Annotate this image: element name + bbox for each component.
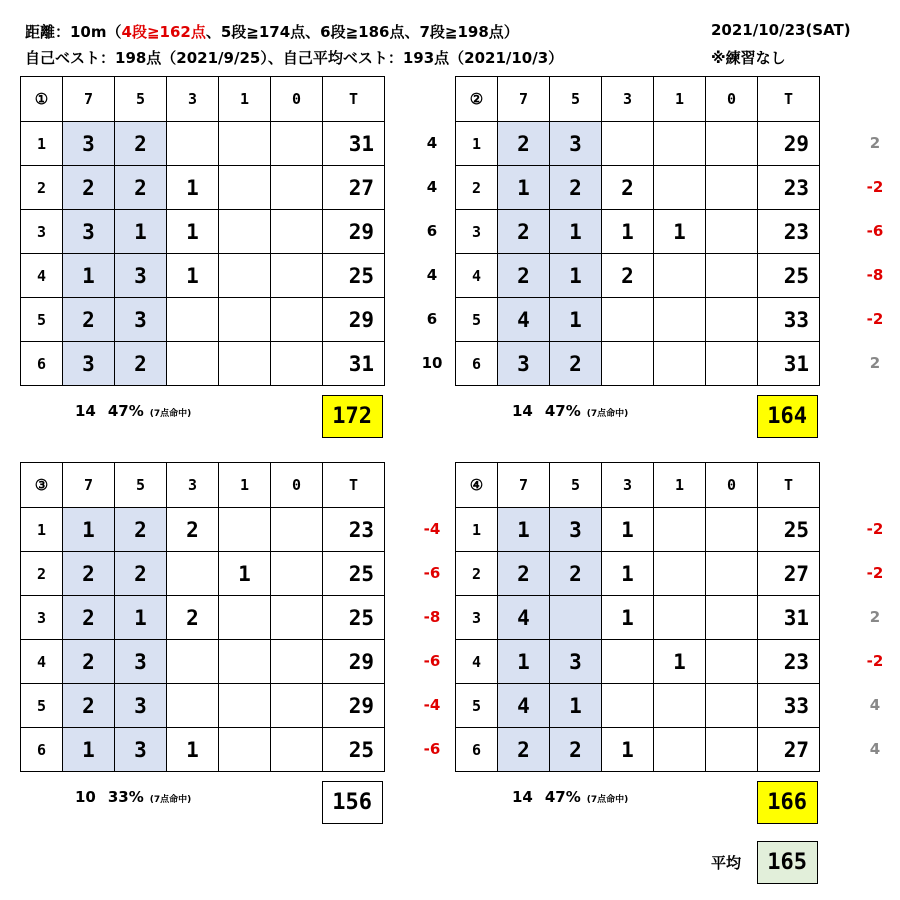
table-row [21,684,385,728]
end-number: 3 [456,210,498,254]
score-count-cell [271,122,323,166]
hit-count: 14 [512,402,533,420]
table-row [21,298,385,342]
end-number: 4 [21,640,63,684]
score-count-cell [167,122,219,166]
table-row [456,596,820,640]
end-number: 2 [21,166,63,210]
score-count-cell [706,640,758,684]
score-count-cell: 1 [115,210,167,254]
score-table [455,462,820,772]
end-total: 25 [323,728,385,772]
end-total: 23 [758,166,820,210]
hit-note: (7点命中) [586,795,629,805]
column-header: 0 [271,77,323,122]
hit-summary [512,402,628,420]
hit-count: 10 [75,788,96,806]
column-header: 3 [602,463,654,508]
score-count-cell [706,210,758,254]
score-count-cell [271,596,323,640]
end-total: 29 [758,122,820,166]
end-total: 23 [758,210,820,254]
column-header: T [323,77,385,122]
round-label: ④ [456,463,498,508]
score-count-cell [219,728,271,772]
table-row [21,640,385,684]
column-header: 7 [498,77,550,122]
score-count-cell: 1 [167,166,219,210]
end-total: 29 [323,298,385,342]
end-number: 5 [21,684,63,728]
score-diff: 2 [869,608,881,626]
score-diff: -6 [866,222,884,240]
score-count-cell: 3 [115,254,167,298]
score-count-cell [654,298,706,342]
score-count-cell [550,596,602,640]
score-count-cell [219,342,271,386]
end-total: 33 [758,298,820,342]
score-diff: -8 [866,266,884,284]
score-count-cell: 3 [550,640,602,684]
end-total: 25 [323,552,385,596]
end-total: 25 [323,254,385,298]
score-count-cell: 2 [602,166,654,210]
score-count-cell: 2 [550,342,602,386]
end-number: 1 [456,122,498,166]
average-label: 平均 [711,854,742,872]
score-count-cell: 1 [167,728,219,772]
score-count-cell [219,122,271,166]
distance-header [25,21,519,42]
score-count-cell [706,684,758,728]
score-count-cell: 1 [602,596,654,640]
score-count-cell [167,298,219,342]
table-header-row [21,77,385,122]
score-count-cell: 2 [63,596,115,640]
end-total: 29 [323,640,385,684]
score-count-cell [219,210,271,254]
score-count-cell [219,596,271,640]
score-count-cell [167,640,219,684]
score-count-cell [706,728,758,772]
end-number: 1 [21,508,63,552]
score-count-cell: 3 [550,122,602,166]
score-count-cell [654,596,706,640]
score-diff: 2 [869,134,881,152]
score-count-cell [219,298,271,342]
score-count-cell [271,552,323,596]
end-total: 31 [323,122,385,166]
score-count-cell: 2 [167,596,219,640]
table-row [21,254,385,298]
table-row [456,342,820,386]
column-header: T [323,463,385,508]
score-count-cell: 1 [63,508,115,552]
score-table [455,76,820,386]
score-diff: 6 [426,310,438,328]
score-count-cell: 2 [550,728,602,772]
score-count-cell [271,298,323,342]
score-count-cell: 1 [550,210,602,254]
column-header: 5 [115,463,167,508]
column-header: 1 [654,77,706,122]
score-count-cell [271,728,323,772]
score-count-cell [167,342,219,386]
hit-note: (7点命中) [586,409,629,419]
score-count-cell: 1 [63,254,115,298]
score-count-cell: 3 [63,210,115,254]
table-row [456,210,820,254]
score-diff: -6 [423,564,441,582]
end-number: 4 [456,640,498,684]
score-count-cell: 1 [654,640,706,684]
column-header: 7 [498,463,550,508]
score-count-cell [654,342,706,386]
score-diff: 4 [869,696,881,714]
score-count-cell [167,552,219,596]
column-header: 3 [602,77,654,122]
hit-percent: 47% [544,402,581,420]
score-count-cell: 2 [63,166,115,210]
score-count-cell [706,552,758,596]
score-count-cell: 1 [602,508,654,552]
score-count-cell: 1 [167,254,219,298]
end-number: 3 [456,596,498,640]
score-count-cell: 2 [550,166,602,210]
score-count-cell: 3 [115,684,167,728]
table-row [21,596,385,640]
score-count-cell: 1 [602,552,654,596]
score-count-cell: 2 [498,122,550,166]
score-count-cell: 3 [498,342,550,386]
table-header-row [456,77,820,122]
end-number: 2 [21,552,63,596]
score-count-cell: 2 [63,552,115,596]
table-row [21,508,385,552]
table-row [21,210,385,254]
hit-summary [75,402,191,420]
end-number: 5 [456,298,498,342]
session-date: 2021/10/23(SAT) [711,21,851,39]
hit-count: 14 [75,402,96,420]
round-total: 172 [322,395,383,438]
score-count-cell [271,166,323,210]
column-header: 1 [654,463,706,508]
score-count-cell [219,640,271,684]
practice-note: ※練習なし [711,49,786,67]
end-total: 29 [323,210,385,254]
score-count-cell: 2 [498,210,550,254]
distance-suffix: 、5段≧174点、6段≧186点、7段≧198点） [205,23,519,41]
end-total: 29 [323,684,385,728]
score-count-cell [706,342,758,386]
score-count-cell: 1 [498,166,550,210]
end-total: 31 [758,342,820,386]
end-total: 27 [758,552,820,596]
end-number: 1 [456,508,498,552]
table-header-row [21,463,385,508]
score-diff: 4 [426,266,438,284]
column-header: T [758,463,820,508]
end-number: 3 [21,596,63,640]
end-number: 6 [456,728,498,772]
score-count-cell [602,298,654,342]
hit-note: (7点命中) [149,409,192,419]
score-count-cell: 3 [63,122,115,166]
score-count-cell: 1 [63,728,115,772]
score-diff: 2 [869,354,881,372]
hit-summary [75,788,191,806]
score-count-cell [271,508,323,552]
hit-count: 14 [512,788,533,806]
column-header: 3 [167,463,219,508]
table-row [21,166,385,210]
score-count-cell [602,640,654,684]
score-count-cell: 1 [550,298,602,342]
column-header: 0 [706,77,758,122]
table-row [456,728,820,772]
end-number: 6 [21,342,63,386]
column-header: 7 [63,77,115,122]
column-header: 3 [167,77,219,122]
end-total: 23 [323,508,385,552]
end-number: 5 [456,684,498,728]
column-header: 5 [550,463,602,508]
score-count-cell [602,684,654,728]
score-count-cell: 1 [115,596,167,640]
end-total: 33 [758,684,820,728]
score-table [20,76,385,386]
score-count-cell [654,166,706,210]
table-row [456,166,820,210]
score-count-cell: 4 [498,596,550,640]
score-count-cell: 1 [602,728,654,772]
round-total: 166 [757,781,818,824]
column-header: 5 [550,77,602,122]
end-total: 27 [323,166,385,210]
table-row [456,298,820,342]
score-count-cell: 2 [498,552,550,596]
score-count-cell [271,342,323,386]
end-number: 3 [21,210,63,254]
score-count-cell: 3 [550,508,602,552]
end-total: 31 [758,596,820,640]
score-count-cell [219,254,271,298]
end-total: 25 [323,596,385,640]
score-count-cell [706,508,758,552]
round-label: ③ [21,463,63,508]
score-count-cell [654,552,706,596]
column-header: 1 [219,77,271,122]
score-diff: -2 [866,564,884,582]
score-count-cell [219,508,271,552]
score-count-cell: 1 [167,210,219,254]
score-count-cell: 3 [115,298,167,342]
personal-best-line: 自己ベスト：198点（2021/9/25）、自己平均ベスト：193点（2021/10/3） [25,49,564,67]
hit-note: (7点命中) [149,795,192,805]
table-row [456,640,820,684]
score-count-cell [271,640,323,684]
score-count-cell: 1 [498,640,550,684]
column-header: 7 [63,463,115,508]
score-count-cell: 2 [498,728,550,772]
score-count-cell: 2 [115,342,167,386]
end-total: 25 [758,508,820,552]
end-number: 6 [456,342,498,386]
score-diff: -6 [423,652,441,670]
table-row [21,122,385,166]
end-number: 4 [21,254,63,298]
table-row [456,254,820,298]
hit-percent: 47% [544,788,581,806]
score-diff: -2 [866,652,884,670]
table-row [456,508,820,552]
score-diff: -4 [423,520,441,538]
score-diff: -2 [866,520,884,538]
score-diff: -4 [423,696,441,714]
end-total: 27 [758,728,820,772]
table-row [21,728,385,772]
score-count-cell: 2 [550,552,602,596]
score-count-cell: 1 [602,210,654,254]
score-count-cell [706,254,758,298]
round-total: 156 [322,781,383,824]
end-number: 4 [456,254,498,298]
score-diff: 4 [869,740,881,758]
score-count-cell: 2 [115,122,167,166]
score-diff: -2 [866,178,884,196]
end-number: 2 [456,166,498,210]
score-count-cell: 1 [550,684,602,728]
score-count-cell: 4 [498,684,550,728]
end-number: 2 [456,552,498,596]
score-count-cell [706,166,758,210]
score-count-cell [167,684,219,728]
column-header: 1 [219,463,271,508]
score-count-cell [219,166,271,210]
column-header: T [758,77,820,122]
score-count-cell: 2 [115,166,167,210]
score-diff: -6 [423,740,441,758]
score-count-cell: 2 [115,552,167,596]
score-count-cell: 2 [498,254,550,298]
table-row [21,342,385,386]
score-count-cell: 2 [63,298,115,342]
score-count-cell: 2 [602,254,654,298]
column-header: 0 [271,463,323,508]
score-diff: 4 [426,178,438,196]
end-total: 23 [758,640,820,684]
score-count-cell [271,684,323,728]
score-count-cell [271,254,323,298]
score-count-cell: 3 [115,640,167,684]
score-count-cell: 4 [498,298,550,342]
score-count-cell [271,210,323,254]
score-count-cell: 1 [550,254,602,298]
round-total: 164 [757,395,818,438]
score-count-cell: 2 [63,640,115,684]
score-count-cell [219,684,271,728]
end-number: 1 [21,122,63,166]
score-count-cell [706,596,758,640]
score-count-cell: 3 [63,342,115,386]
round-label: ② [456,77,498,122]
score-count-cell [602,122,654,166]
score-count-cell [654,508,706,552]
score-count-cell: 1 [498,508,550,552]
score-count-cell [706,298,758,342]
score-count-cell: 3 [115,728,167,772]
score-count-cell: 2 [115,508,167,552]
score-diff: -2 [866,310,884,328]
score-table [20,462,385,772]
average-value: 165 [757,841,818,884]
table-row [456,122,820,166]
score-count-cell [654,728,706,772]
table-row [21,552,385,596]
hit-summary [512,788,628,806]
column-header: 0 [706,463,758,508]
score-count-cell [654,684,706,728]
score-diff: 4 [426,134,438,152]
score-count-cell: 2 [167,508,219,552]
distance-prefix: 距離：10m（ [25,23,122,41]
score-diff: 10 [421,354,443,372]
score-count-cell: 1 [654,210,706,254]
table-row [456,684,820,728]
score-count-cell [654,254,706,298]
distance-threshold-4dan: 4段≧162点 [121,23,206,41]
score-diff: -8 [423,608,441,626]
score-count-cell: 1 [219,552,271,596]
end-total: 25 [758,254,820,298]
score-count-cell [706,122,758,166]
score-diff: 6 [426,222,438,240]
column-header: 5 [115,77,167,122]
end-number: 5 [21,298,63,342]
hit-percent: 33% [107,788,144,806]
table-row [456,552,820,596]
hit-percent: 47% [107,402,144,420]
score-count-cell: 2 [63,684,115,728]
score-count-cell [654,122,706,166]
score-count-cell [602,342,654,386]
end-number: 6 [21,728,63,772]
round-label: ① [21,77,63,122]
end-total: 31 [323,342,385,386]
table-header-row [456,463,820,508]
